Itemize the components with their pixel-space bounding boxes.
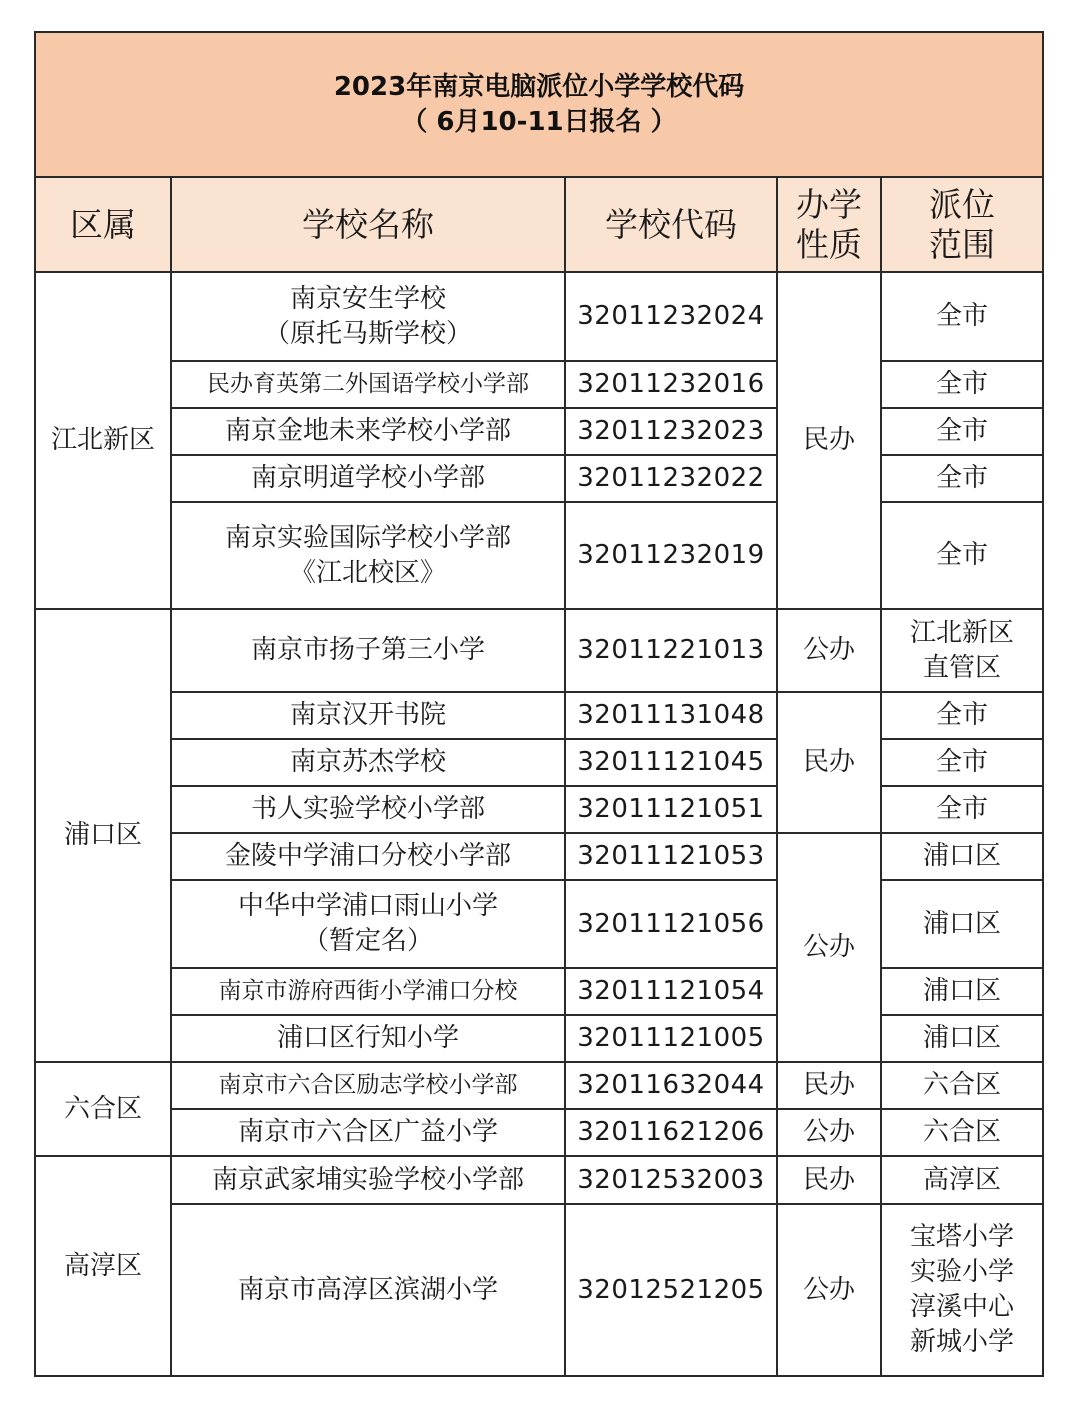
school-code-cell: 32011232019 <box>565 502 777 609</box>
nature-cell: 公办 <box>777 833 881 1062</box>
nature-cell: 公办 <box>777 1204 881 1376</box>
header-code: 学校代码 <box>565 177 777 272</box>
school-name-cell: 南京市扬子第三小学 <box>171 609 565 692</box>
school-name-cell: 南京市高淳区滨湖小学 <box>171 1204 565 1376</box>
school-name-cell: 南京市六合区励志学校小学部 <box>171 1062 565 1109</box>
scope-cell: 江北新区 直管区 <box>881 609 1043 692</box>
scope-cell: 浦口区 <box>881 1015 1043 1062</box>
table-row <box>35 408 1043 455</box>
school-code-cell: 32011121053 <box>565 833 777 880</box>
district-cell: 江北新区 <box>35 272 171 609</box>
school-code-cell: 32011232022 <box>565 455 777 502</box>
scope-cell: 全市 <box>881 272 1043 361</box>
district-cell: 浦口区 <box>35 609 171 1062</box>
school-code-cell: 32011232016 <box>565 361 777 408</box>
scope-cell: 浦口区 <box>881 968 1043 1015</box>
school-code-cell: 32011232024 <box>565 272 777 361</box>
table-row <box>35 1062 1043 1109</box>
scope-cell: 全市 <box>881 739 1043 786</box>
table-row <box>35 833 1043 880</box>
school-code-cell: 32011121045 <box>565 739 777 786</box>
nature-cell: 民办 <box>777 1062 881 1109</box>
scope-cell: 六合区 <box>881 1062 1043 1109</box>
table-row <box>35 968 1043 1015</box>
scope-cell: 高淳区 <box>881 1156 1043 1204</box>
table-row <box>35 786 1043 833</box>
school-name-cell: 民办育英第二外国语学校小学部 <box>171 361 565 408</box>
nature-cell: 民办 <box>777 692 881 833</box>
table-row <box>35 272 1043 361</box>
school-code-cell: 32011121056 <box>565 880 777 968</box>
scope-cell: 浦口区 <box>881 833 1043 880</box>
school-name-cell: 金陵中学浦口分校小学部 <box>171 833 565 880</box>
header-district: 区属 <box>35 177 171 272</box>
school-name-cell: 南京金地未来学校小学部 <box>171 408 565 455</box>
school-name-cell: 南京安生学校 （原托马斯学校） <box>171 272 565 361</box>
school-name-cell: 南京苏杰学校 <box>171 739 565 786</box>
table-row <box>35 880 1043 968</box>
school-name-cell: 中华中学浦口雨山小学 （暂定名） <box>171 880 565 968</box>
scope-cell: 全市 <box>881 692 1043 739</box>
school-name-cell: 南京明道学校小学部 <box>171 455 565 502</box>
school-code-cell: 32011121005 <box>565 1015 777 1062</box>
scope-cell: 全市 <box>881 408 1043 455</box>
table-row <box>35 609 1043 692</box>
school-code-cell: 32011232023 <box>565 408 777 455</box>
nature-cell: 民办 <box>777 272 881 609</box>
table-row <box>35 1156 1043 1204</box>
school-name-cell: 浦口区行知小学 <box>171 1015 565 1062</box>
nature-cell: 公办 <box>777 1109 881 1156</box>
table-title <box>35 32 1043 177</box>
table-row <box>35 1015 1043 1062</box>
title-line-2: （ 6月10-11日报名 ） <box>401 106 677 137</box>
scope-cell: 全市 <box>881 361 1043 408</box>
school-name-cell: 南京汉开书院 <box>171 692 565 739</box>
school-name-cell: 南京市游府西街小学浦口分校 <box>171 968 565 1015</box>
table-row <box>35 455 1043 502</box>
school-code-table <box>34 31 1044 1377</box>
scope-cell: 宝塔小学 实验小学 淳溪中心 新城小学 <box>881 1204 1043 1376</box>
scope-cell: 六合区 <box>881 1109 1043 1156</box>
header-nature: 办学 性质 <box>777 177 881 272</box>
school-name-cell: 南京实验国际学校小学部 《江北校区》 <box>171 502 565 609</box>
header-row <box>35 177 1043 272</box>
table-row <box>35 739 1043 786</box>
school-code-cell: 32011121051 <box>565 786 777 833</box>
district-cell: 高淳区 <box>35 1156 171 1376</box>
table-row <box>35 361 1043 408</box>
scope-cell: 全市 <box>881 502 1043 609</box>
table-row <box>35 692 1043 739</box>
school-code-cell: 32011632044 <box>565 1062 777 1109</box>
table-row <box>35 1109 1043 1156</box>
scope-cell: 浦口区 <box>881 880 1043 968</box>
school-code-cell: 32011221013 <box>565 609 777 692</box>
school-code-cell: 32012532003 <box>565 1156 777 1204</box>
table-row <box>35 1204 1043 1376</box>
header-school: 学校名称 <box>171 177 565 272</box>
nature-cell: 民办 <box>777 1156 881 1204</box>
scope-cell: 全市 <box>881 455 1043 502</box>
scope-cell: 全市 <box>881 786 1043 833</box>
nature-cell: 公办 <box>777 609 881 692</box>
school-code-cell: 32011131048 <box>565 692 777 739</box>
school-name-cell: 南京市六合区广益小学 <box>171 1109 565 1156</box>
school-code-cell: 32011621206 <box>565 1109 777 1156</box>
school-name-cell: 南京武家埔实验学校小学部 <box>171 1156 565 1204</box>
school-code-cell: 32012521205 <box>565 1204 777 1376</box>
district-cell: 六合区 <box>35 1062 171 1156</box>
school-name-cell: 书人实验学校小学部 <box>171 786 565 833</box>
table-row <box>35 502 1043 609</box>
title-line-1: 2023年南京电脑派位小学学校代码 <box>333 71 745 102</box>
header-scope: 派位 范围 <box>881 177 1043 272</box>
school-code-cell: 32011121054 <box>565 968 777 1015</box>
